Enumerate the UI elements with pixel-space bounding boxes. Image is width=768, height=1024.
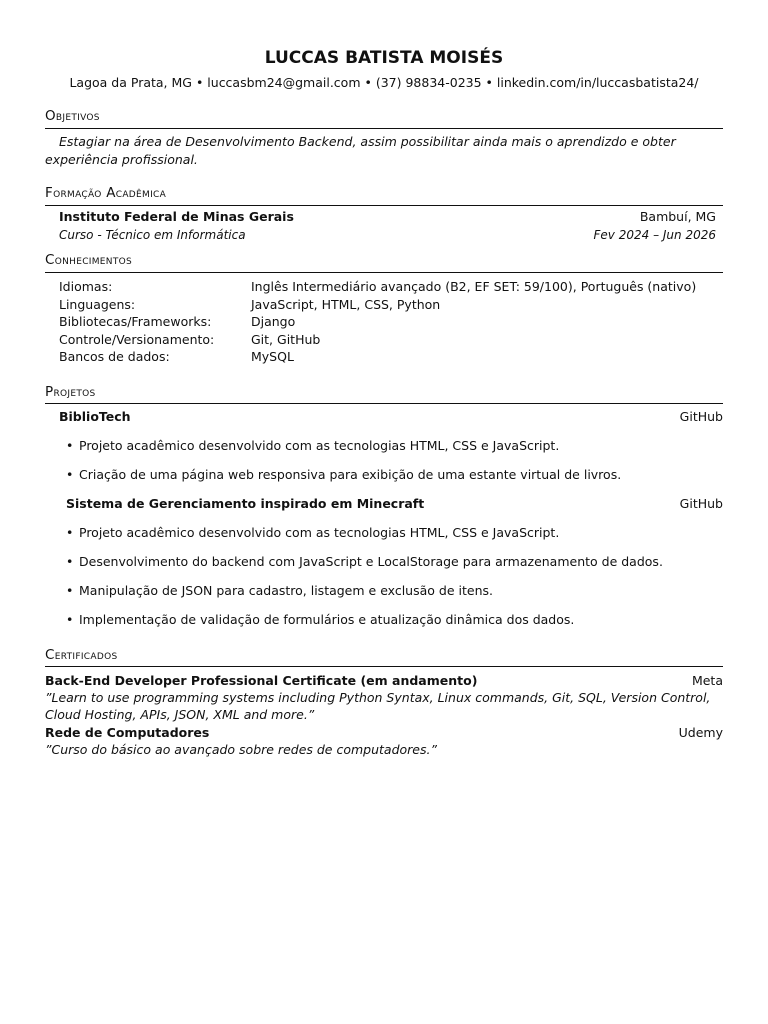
certificate-issuer: Meta [691, 673, 723, 688]
skill-value: Git, GitHub [251, 332, 321, 347]
skill-value: Django [251, 314, 296, 329]
skill-label: Bibliotecas/Frameworks: [59, 314, 212, 329]
project-name: Sistema de Gerenciamento inspirado em Minecraft [66, 496, 425, 511]
contact-line: Lagoa da Prata, MG • luccasbm24@gmail.com • (37) 98834-0235 • linkedin.com/in/luccasbatista24/ [69, 75, 699, 90]
institution-location: Bambuí, MG [639, 209, 716, 224]
objective-text-line-2: experiência profissional. [45, 152, 198, 167]
skill-value: JavaScript, HTML, CSS, Python [251, 297, 441, 312]
project-link[interactable]: GitHub [679, 409, 723, 424]
certificate-description: Cloud Hosting, APIs, JSON, XML and more.” [45, 707, 315, 722]
course-period: Fev 2024 – Jun 2026 [593, 228, 716, 242]
certificate-description: ”Learn to use programming systems including Python Syntax, Linux commands, Git, SQL, Version Control, [45, 690, 711, 705]
section-title-projetos: Projetos [45, 384, 96, 400]
objective-text-line-1: Estagiar na área de Desenvolvimento Backend, assim possibilitar ainda mais o aprendizdo e obter [59, 134, 676, 149]
certificate-name: Back-End Developer Professional Certificate (em andamento) [45, 673, 478, 688]
project-bullet: • Projeto acadêmico desenvolvido com as tecnologias HTML, CSS e JavaScript. [79, 524, 559, 542]
section-rule [45, 128, 723, 129]
section-rule [45, 403, 723, 404]
course-name: Curso - Técnico em Informática [59, 228, 246, 242]
project-bullet: • Implementação de validação de formulários e atualização dinâmica dos dados. [79, 611, 574, 629]
section-title-formacao: Formação Acadêmica [45, 185, 167, 201]
certificate-description: ”Curso do básico ao avançado sobre redes de computadores.” [45, 742, 437, 757]
certificate-issuer: Udemy [678, 725, 723, 740]
skill-value: Inglês Intermediário avançado (B2, EF SET: 59/100), Português (nativo) [251, 279, 697, 294]
project-name: BiblioTech [59, 409, 131, 424]
section-title-objetivos: Objetivos [45, 108, 100, 124]
section-rule [45, 272, 723, 273]
project-link[interactable]: GitHub [679, 496, 723, 511]
project-bullet: • Desenvolvimento do backend com JavaScript e LocalStorage para armazenamento de dados. [79, 553, 663, 571]
institution-name: Instituto Federal de Minas Gerais [59, 209, 294, 224]
skill-label: Controle/Versionamento: [59, 332, 215, 347]
project-bullet: • Criação de uma página web responsiva para exibição de uma estante virtual de livros. [79, 466, 621, 484]
skill-label: Idiomas: [59, 279, 113, 294]
project-bullet: • Projeto acadêmico desenvolvido com as tecnologias HTML, CSS e JavaScript. [79, 437, 559, 455]
project-bullet: • Manipulação de JSON para cadastro, listagem e exclusão de itens. [79, 582, 493, 600]
certificate-name: Rede de Computadores [45, 725, 210, 740]
skill-label: Bancos de dados: [59, 349, 170, 364]
section-rule [45, 205, 723, 206]
section-title-conhecimentos: Conhecimentos [45, 252, 133, 268]
skill-label: Linguagens: [59, 297, 136, 312]
skill-value: MySQL [251, 349, 294, 364]
candidate-name: LUCCAS BATISTA MOISÉS [264, 48, 504, 68]
section-rule [45, 666, 723, 667]
section-title-certificados: Certificados [45, 647, 118, 663]
